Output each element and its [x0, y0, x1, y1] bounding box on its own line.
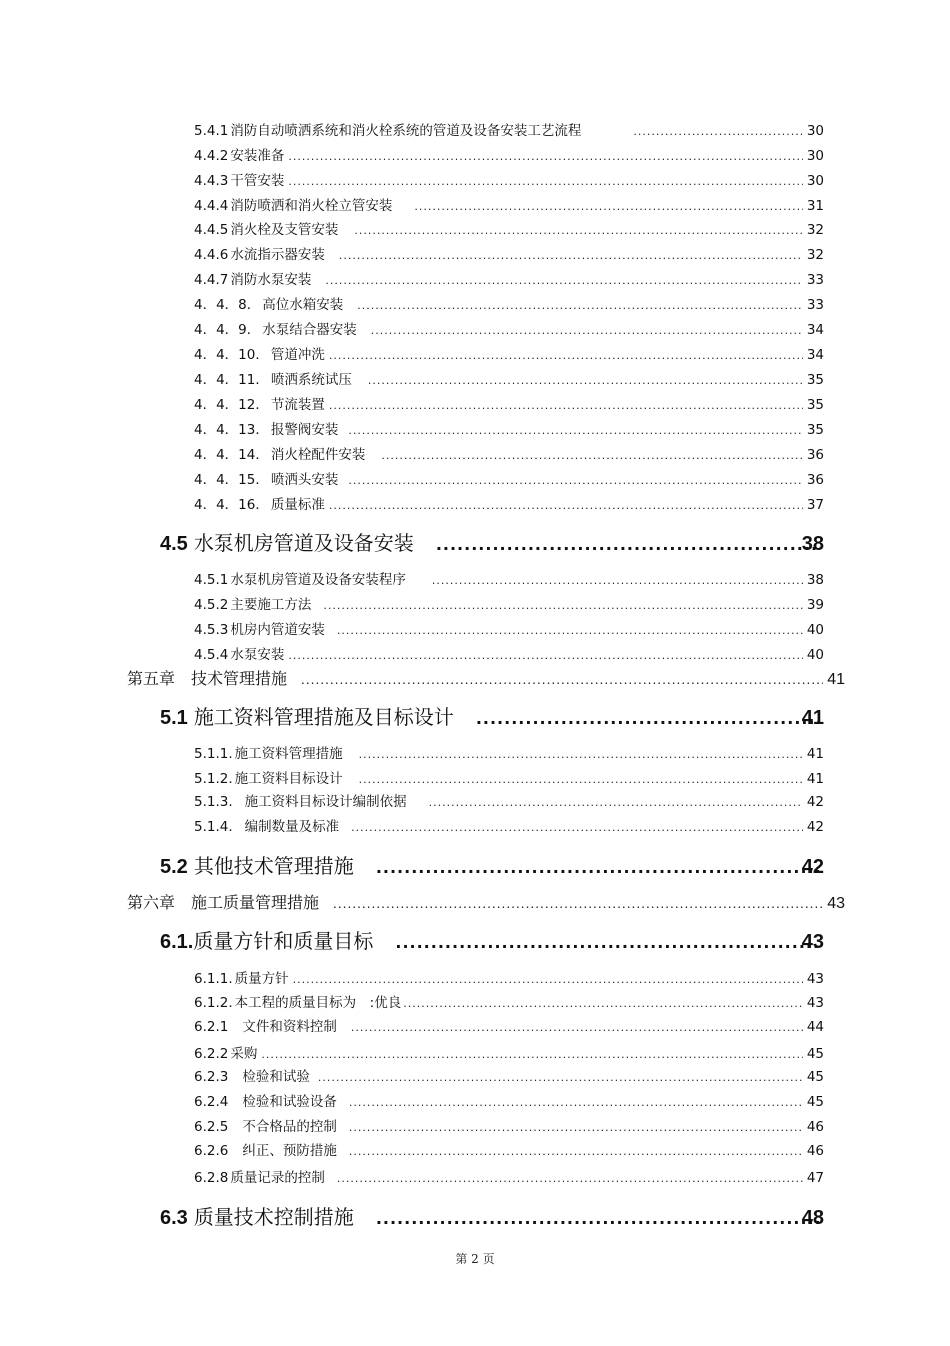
entry-number: 4．4．11． [194, 372, 269, 388]
dot-leader [395, 928, 819, 958]
entry-title: 消防水泵安装 [230, 272, 312, 288]
entry-title: 采购 [230, 1046, 258, 1062]
entry-number: 4.4.4 [194, 198, 229, 214]
entry-number: 4.5.4 [194, 647, 229, 663]
entry-number: 4．4．14． [194, 447, 269, 463]
section-title: 水泵机房管道及设备安装 [193, 531, 414, 555]
chapter-title: 施工质量管理措施 [191, 893, 320, 912]
entry-title: 消火栓配件安装 [270, 447, 366, 463]
section-number: 6.1. [160, 931, 194, 953]
entry-page: 46 [806, 1119, 824, 1135]
toc-entry[interactable] [194, 495, 824, 515]
toc-entry[interactable] [194, 1117, 824, 1137]
dot-leader [368, 371, 803, 391]
dot-leader [337, 1169, 803, 1189]
entry-title: 安装准备 [230, 148, 285, 164]
entry-number: 5.4.1 [194, 123, 229, 139]
entry-title: 纠正、预防措施 [242, 1143, 337, 1159]
dot-leader [293, 970, 803, 990]
dot-leader [633, 122, 802, 142]
entry-title: 管道冲洗 [270, 347, 325, 363]
entry-page: 45 [806, 1046, 824, 1062]
dot-leader [337, 621, 803, 641]
entry-title: 水流指示器安装 [230, 247, 325, 263]
dot-leader [429, 793, 803, 813]
dot-leader [261, 1045, 802, 1065]
entry-title: 水泵机房管道及设备安装程序 [230, 572, 406, 588]
dot-leader [288, 147, 802, 167]
entry-page: 46 [806, 1143, 824, 1159]
entry-number: 6.1.2. [194, 995, 233, 1011]
dot-leader [351, 818, 803, 838]
toc-entry[interactable] [194, 345, 824, 365]
dot-leader [357, 296, 803, 316]
entry-number: 4.4.5 [194, 222, 229, 238]
entry-title: 报警阀安装 [270, 422, 339, 438]
entry-title: 消火栓及支管安装 [230, 222, 339, 238]
entry-number: 6.1.1. [194, 971, 233, 987]
chapter-page: 43 [827, 895, 845, 912]
toc-entry[interactable] [194, 196, 824, 216]
entry-page: 41 [806, 771, 824, 787]
toc-entry[interactable] [194, 817, 824, 837]
entry-title: 节流装置 [270, 397, 325, 413]
section-title: 施工资料管理措施及目标设计 [193, 705, 454, 729]
entry-number: 6.2.3 [194, 1069, 229, 1085]
toc-entry[interactable] [194, 1067, 824, 1087]
dot-leader [359, 745, 803, 765]
toc-entry[interactable] [194, 792, 824, 812]
dot-leader [403, 994, 803, 1014]
toc-entry[interactable] [194, 570, 824, 590]
entry-title: 不合格品的控制 [242, 1119, 337, 1135]
toc-entry[interactable] [194, 270, 824, 290]
dot-leader [354, 221, 802, 241]
entry-page: 40 [806, 622, 824, 638]
entry-page: 30 [806, 148, 824, 164]
entry-number: 6.2.2 [194, 1046, 229, 1062]
entry-page: 43 [806, 971, 824, 987]
dot-leader [288, 646, 802, 666]
entry-number: 4.5.3 [194, 622, 229, 638]
entry-number: 6.2.4 [194, 1094, 229, 1110]
entry-number: 4．4．13． [194, 422, 269, 438]
entry-title: 质量标准 [270, 497, 325, 513]
entry-page: 35 [806, 397, 824, 413]
entry-number: 4．4．10． [194, 347, 269, 363]
toc-entry[interactable] [194, 121, 824, 141]
toc-entry[interactable] [194, 295, 824, 315]
section-number: 5.1 [160, 707, 188, 729]
section-title: 质量方针和质量目标 [193, 929, 374, 953]
toc-entry[interactable] [194, 620, 824, 640]
entry-title: 本工程的质量目标为 :优良 [234, 995, 402, 1011]
entry-number: 4．4．9． [194, 322, 261, 338]
dot-leader [348, 421, 802, 441]
toc-entry[interactable] [194, 395, 824, 415]
entry-page: 32 [806, 222, 824, 238]
entry-title: 消防自动喷洒系统和消火栓系统的管道及设备安装工艺流程 [230, 123, 582, 139]
entry-page: 44 [806, 1019, 824, 1035]
dot-leader [376, 853, 820, 883]
entry-page: 37 [806, 497, 824, 513]
entry-title: 喷洒系统试压 [270, 372, 352, 388]
dot-leader [351, 1018, 803, 1038]
dot-leader [359, 770, 803, 790]
entry-page: 33 [806, 272, 824, 288]
section-page: 42 [801, 856, 824, 878]
toc-section[interactable] [160, 702, 824, 732]
section-number: 5.2 [160, 856, 188, 878]
entry-number: 4．4．8． [194, 297, 261, 313]
dot-leader [432, 571, 803, 591]
toc-section[interactable] [160, 851, 824, 881]
dot-leader [339, 246, 803, 266]
dot-leader [301, 668, 823, 692]
dot-leader [349, 1118, 803, 1138]
entry-title: 施工资料目标设计 [234, 771, 343, 787]
dot-leader [325, 271, 802, 291]
section-number: 4.5 [160, 533, 188, 555]
entry-number: 4.4.3 [194, 173, 229, 189]
entry-number: 5.1.3. [194, 794, 233, 810]
entry-number: 4.4.6 [194, 247, 229, 263]
entry-number: 4.4.2 [194, 148, 229, 164]
entry-title: 主要施工方法 [230, 597, 312, 613]
entry-number: 4．4．15． [194, 472, 269, 488]
entry-number: 6.2.5 [194, 1119, 229, 1135]
entry-page: 36 [806, 472, 824, 488]
entry-title: 水泵安装 [230, 647, 285, 663]
toc-section[interactable] [160, 1202, 824, 1232]
entry-page: 47 [806, 1170, 824, 1186]
entry-page: 34 [806, 322, 824, 338]
dot-leader [329, 496, 803, 516]
entry-number: 4.4.7 [194, 272, 229, 288]
entry-title: 机房内管道安装 [230, 622, 325, 638]
toc-section[interactable] [160, 926, 824, 956]
chapter-number: 第五章 [127, 669, 176, 688]
entry-page: 42 [806, 794, 824, 810]
entry-number: 4.5.1 [194, 572, 229, 588]
toc-entry[interactable] [194, 1141, 824, 1161]
entry-title: 喷洒头安装 [270, 472, 339, 488]
dot-leader [371, 321, 803, 341]
toc-entry[interactable] [194, 969, 824, 989]
entry-number: 5.1.4. [194, 819, 233, 835]
toc-chapter[interactable] [127, 667, 845, 691]
dot-leader [318, 1068, 803, 1088]
entry-title: 施工资料管理措施 [234, 746, 343, 762]
entry-number: 5.1.1. [194, 746, 233, 762]
entry-page: 45 [806, 1069, 824, 1085]
toc-entry[interactable] [194, 1044, 824, 1064]
toc-entry[interactable] [194, 1017, 824, 1037]
toc-entry[interactable] [194, 220, 824, 240]
entry-title: 检验和试验 [242, 1069, 310, 1085]
entry-page: 39 [806, 597, 824, 613]
section-page: 41 [801, 707, 824, 729]
chapter-number: 第六章 [127, 893, 176, 912]
entry-title: 消防喷洒和消火栓立管安装 [230, 198, 393, 214]
dot-leader [329, 346, 803, 366]
toc-entry[interactable] [194, 993, 824, 1013]
toc-entry[interactable] [194, 370, 824, 390]
dot-leader [476, 704, 820, 734]
entry-number: 5.1.2. [194, 771, 233, 787]
dot-leader [436, 530, 820, 560]
entry-title: 质量方针 [234, 971, 289, 987]
dot-leader [414, 197, 802, 217]
chapter-page: 41 [827, 671, 845, 688]
entry-page: 32 [806, 247, 824, 263]
entry-page: 30 [806, 173, 824, 189]
toc-entry[interactable] [194, 744, 824, 764]
entry-number: 6.2.1 [194, 1019, 229, 1035]
toc-entry[interactable] [194, 769, 824, 789]
entry-title: 文件和资料控制 [242, 1019, 337, 1035]
dot-leader [348, 471, 802, 491]
page-footer: 第 2 页 [455, 1252, 495, 1266]
entry-page: 42 [806, 819, 824, 835]
toc-chapter[interactable] [127, 891, 845, 915]
entry-title: 质量记录的控制 [230, 1170, 325, 1186]
toc-entry[interactable] [194, 445, 824, 465]
toc-entry[interactable] [194, 171, 824, 191]
entry-title: 干管安装 [230, 173, 285, 189]
toc-entry[interactable] [194, 245, 824, 265]
dot-leader [288, 172, 802, 192]
dot-leader [333, 892, 823, 916]
toc-section[interactable] [160, 528, 824, 558]
section-title: 质量技术控制措施 [193, 1205, 354, 1229]
section-page: 43 [801, 931, 824, 953]
toc-entry[interactable] [194, 420, 824, 440]
dot-leader [376, 1204, 820, 1234]
toc-entry[interactable] [194, 1092, 824, 1112]
entry-page: 41 [806, 746, 824, 762]
entry-number: 4．4．16． [194, 497, 269, 513]
entry-page: 43 [806, 995, 824, 1011]
entry-number: 4.5.2 [194, 597, 229, 613]
entry-page: 35 [806, 372, 824, 388]
entry-number: 6.2.6 [194, 1143, 229, 1159]
entry-title: 检验和试验设备 [242, 1094, 337, 1110]
entry-page: 34 [806, 347, 824, 363]
toc-entry[interactable] [194, 146, 824, 166]
dot-leader [349, 1142, 803, 1162]
section-title: 其他技术管理措施 [193, 854, 354, 878]
dot-leader [381, 446, 802, 466]
dot-leader [349, 1093, 803, 1113]
dot-leader [323, 596, 802, 616]
dot-leader [329, 396, 803, 416]
entry-page: 33 [806, 297, 824, 313]
entry-page: 38 [806, 572, 824, 588]
chapter-title: 技术管理措施 [191, 669, 288, 688]
toc-entry[interactable] [194, 645, 824, 665]
entry-number: 4．4．12． [194, 397, 269, 413]
entry-page: 31 [806, 198, 824, 214]
toc-entry[interactable] [194, 320, 824, 340]
entry-page: 30 [806, 123, 824, 139]
entry-title: 编制数量及标准 [244, 819, 340, 835]
section-number: 6.3 [160, 1207, 188, 1229]
entry-title: 施工资料目标设计编制依据 [244, 794, 407, 810]
toc-entry[interactable] [194, 1168, 824, 1188]
toc-entry[interactable] [194, 595, 824, 615]
section-page: 38 [801, 533, 824, 555]
toc-entry[interactable] [194, 470, 824, 490]
entry-title: 水泵结合器安装 [262, 322, 357, 338]
entry-page: 45 [806, 1094, 824, 1110]
entry-page: 36 [806, 447, 824, 463]
entry-page: 35 [806, 422, 824, 438]
entry-title: 高位水箱安装 [262, 297, 344, 313]
entry-page: 40 [806, 647, 824, 663]
entry-number: 6.2.8 [194, 1170, 229, 1186]
section-page: 48 [801, 1207, 824, 1229]
